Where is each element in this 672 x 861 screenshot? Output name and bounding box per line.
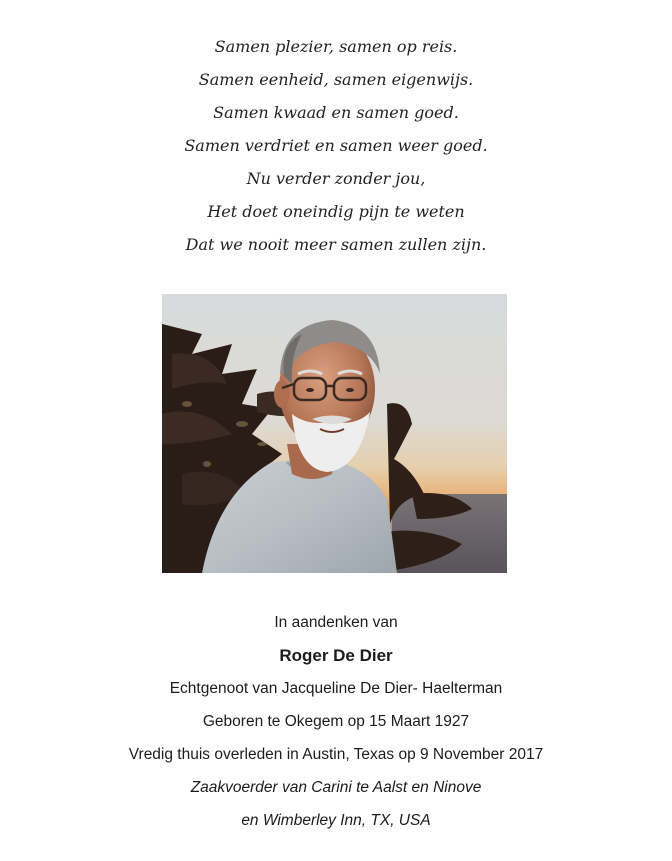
spouse-line: Echtgenoot van Jacqueline De Dier- Haelterman (169, 680, 503, 697)
portrait-photo (162, 294, 507, 573)
poem-line: Samen plezier, samen op reis. (214, 37, 458, 56)
deceased-name: Roger De Dier (279, 646, 393, 665)
death-line: Vredig thuis overleden in Austin, Texas op 9 November 2017 (128, 746, 544, 763)
poem-line: Samen verdriet en samen weer goed. (184, 136, 488, 155)
poem-line: Samen eenheid, samen eigenwijs. (198, 70, 474, 89)
career-line-continued: en Wimberley Inn, TX, USA (241, 812, 431, 829)
poem-line: Dat we nooit meer samen zullen zijn. (185, 235, 487, 254)
career-line: Zaakvoerder van Carini te Aalst en Ninove (190, 779, 482, 796)
memorial-intro: In aandenken van (274, 614, 398, 631)
memorial-text (0, 606, 672, 837)
birth-line: Geboren te Okegem op 15 Maart 1927 (202, 713, 470, 730)
poem-line: Het doet oneindig pijn te weten (207, 202, 465, 221)
poem-line: Nu verder zonder jou, (246, 169, 426, 188)
poem-line: Samen kwaad en samen goed. (213, 103, 459, 122)
poem (0, 30, 672, 261)
